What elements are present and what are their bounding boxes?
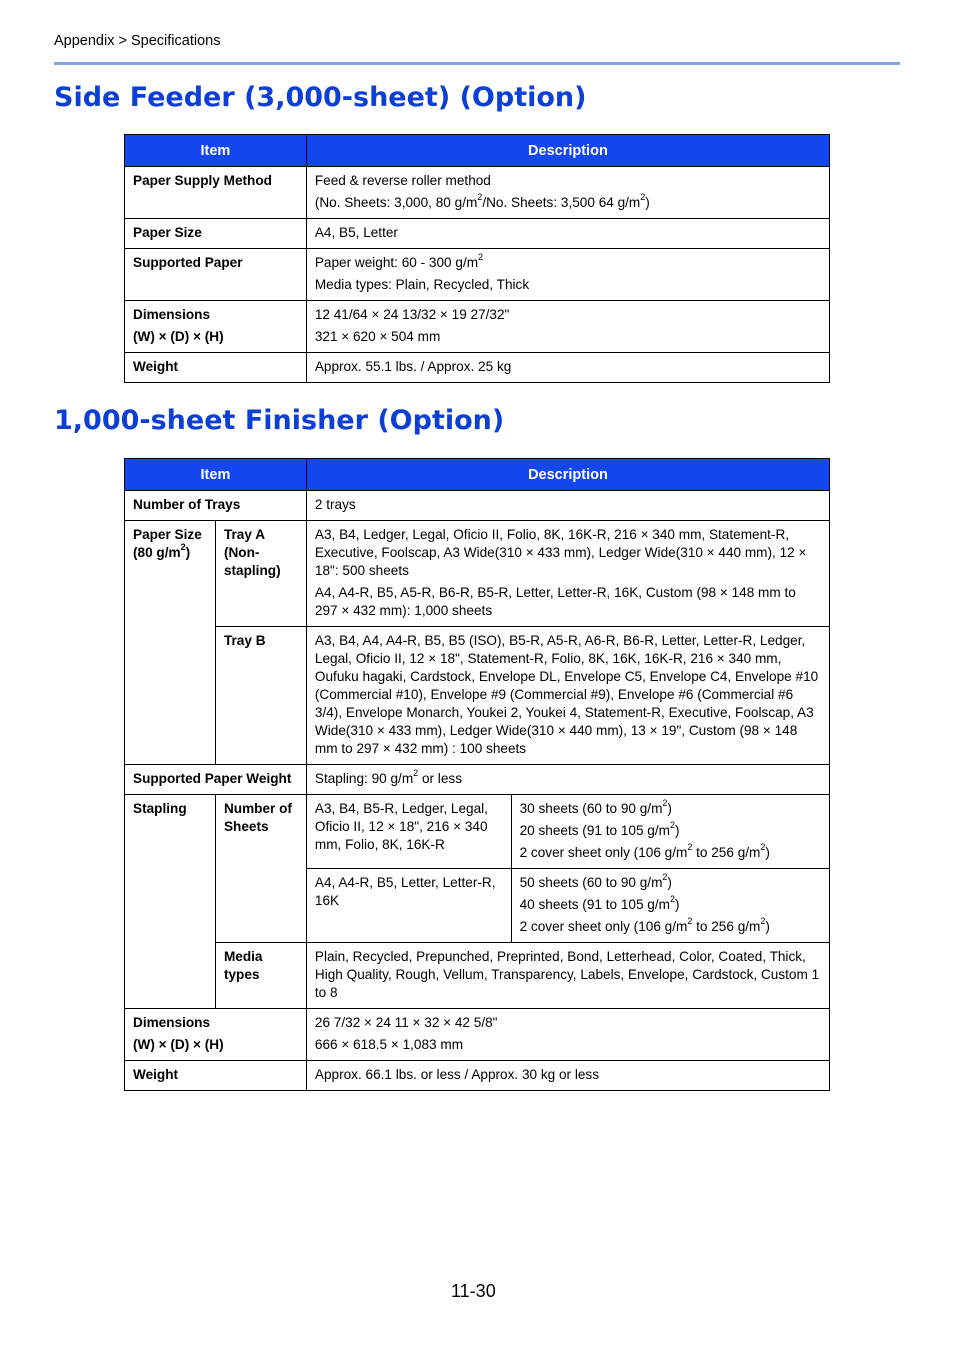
dimensions-axes-label: (W) × (D) × (H) — [133, 1037, 224, 1052]
column-header-item: Item — [125, 459, 307, 491]
superscript: 2 — [669, 820, 675, 831]
capacity-part: ) — [667, 801, 672, 816]
superscript: 2 — [413, 768, 419, 779]
row-value-paper-size: A4, B5, Letter — [306, 219, 829, 249]
superscript: 2 — [760, 842, 766, 853]
row-label-paper-size: Paper Size — [125, 219, 307, 249]
stapling-weight-part: or less — [418, 771, 462, 786]
paper-weight-part: Paper weight: 60 - 300 g/m — [314, 255, 479, 270]
breadcrumb: Appendix > Specifications — [54, 33, 221, 49]
capacity-part: 50 sheets (60 to 90 g/m — [519, 875, 663, 890]
row-label-paper-size — [125, 521, 216, 765]
capacity-line — [520, 896, 821, 914]
table-row — [125, 1061, 830, 1091]
column-header-description: Description — [306, 135, 829, 167]
row-value-paper-supply-method — [306, 167, 829, 219]
row-value-media-types: Plain, Recycled, Prepunched, Preprinted, Bond, Letterhead, Color, Coated, Thick, High Quality, Rough, Vellum, Transparency, Labels, Envelope, Cardstock, Custom 1 to 8 — [306, 943, 829, 1009]
table-row — [125, 521, 830, 627]
capacity-part: 30 sheets (60 to 90 g/m — [519, 801, 663, 816]
superscript: 2 — [760, 916, 766, 927]
superscript: 2 — [478, 252, 484, 263]
section-title-finisher: 1,000-sheet Finisher (Option) — [54, 405, 505, 436]
finisher-spec-table — [124, 458, 830, 1091]
row-label-weight: Weight — [125, 353, 307, 383]
superscript: 2 — [687, 842, 693, 853]
row-label-tray-a: Tray A (Non-stapling) — [215, 521, 306, 627]
media-types-text: Media types: Plain, Recycled, Thick — [314, 277, 530, 292]
table-row — [125, 627, 830, 765]
row-label-tray-b: Tray B — [215, 627, 306, 765]
row-label-supported-paper-weight: Supported Paper Weight — [125, 765, 307, 795]
stapling-group1-sizes: A3, B4, B5-R, Ledger, Legal, Oficio II, 12 × 18", 216 × 340 mm, Folio, 8K, 16K-R — [306, 795, 511, 869]
capacity-line — [520, 918, 821, 936]
row-value-tray-a — [306, 521, 829, 627]
row-label-supported-paper: Supported Paper — [125, 249, 307, 301]
dimensions-label: Dimensions — [133, 1015, 211, 1030]
table-row — [125, 301, 830, 353]
stapling-weight-part: Stapling: 90 g/m — [314, 771, 414, 786]
row-value-supported-paper — [306, 249, 829, 301]
dimensions-mm: 666 × 618.5 × 1,083 mm — [314, 1037, 464, 1052]
dimensions-inches: 26 7/32 × 24 11 × 32 × 42 5/8" — [314, 1015, 498, 1030]
superscript: 2 — [669, 894, 675, 905]
capacity-part: ) — [674, 897, 680, 912]
row-label-weight: Weight — [125, 1061, 307, 1091]
capacity-part: 40 sheets (91 to 105 g/m — [519, 897, 670, 912]
table-row — [125, 943, 830, 1009]
supply-method-text: Feed & reverse roller method — [314, 173, 491, 188]
row-value-supported-paper-weight — [306, 765, 829, 795]
paper-size-weight-part: (80 g/m — [133, 545, 181, 560]
row-label-dimensions — [125, 1009, 307, 1061]
section-title-side-feeder: Side Feeder (3,000-sheet) (Option) — [54, 82, 587, 113]
capacity-part: 2 cover sheet only (106 g/m — [519, 919, 688, 934]
capacity-part: ) — [667, 875, 672, 890]
table-row — [125, 491, 830, 521]
table-row — [125, 219, 830, 249]
stapling-group2-sizes: A4, A4-R, B5, Letter, Letter-R, 16K — [306, 869, 511, 943]
table-header-row — [125, 135, 830, 167]
table-row — [125, 249, 830, 301]
capacity-part: to 256 g/m — [692, 845, 761, 860]
column-header-description: Description — [306, 459, 829, 491]
supply-sheets-part: ) — [645, 195, 650, 210]
page-number: 11-30 — [451, 1281, 496, 1301]
row-value-weight: Approx. 66.1 lbs. or less / Approx. 30 kg or less — [306, 1061, 829, 1091]
table-header-row — [125, 459, 830, 491]
superscript: 2 — [640, 192, 646, 203]
paper-weight-text — [315, 254, 821, 272]
supply-sheets-part: (No. Sheets: 3,000, 80 g/m — [314, 195, 478, 210]
superscript: 2 — [662, 798, 668, 809]
capacity-part: ) — [765, 845, 770, 860]
capacity-part: 2 cover sheet only (106 g/m — [519, 845, 688, 860]
table-row — [125, 765, 830, 795]
paper-size-weight-part: ) — [185, 545, 191, 560]
table-row — [125, 1009, 830, 1061]
superscript: 2 — [662, 872, 668, 883]
supply-sheets-text — [315, 194, 821, 212]
capacity-part: ) — [674, 823, 680, 838]
superscript: 2 — [687, 916, 693, 927]
paper-size-weight-label — [133, 544, 207, 562]
row-value-tray-b: A3, B4, A4, A4-R, B5, B5 (ISO), B5-R, A5-R, A6-R, B6-R, Letter, Letter-R, Ledger, Legal, Oficio II, 12 × 18", Statement-R, Folio, 8K, 16K, 16K-R, 216 × 340 mm, Oufuku hagaki, Cardstock, Envelope DL, Envelope C5, Envelope C4, Envelope #10 (Commercial #10), Envelope #9 (Commercial #9), Envelope #6 (Commercial #6 3/4), Envelope Monarch, Youkei 2, Youkei 4, Statement-R, Executive, Foolscap, A3 Wide(310 × 433 mm), Ledger Wide(310 × 440 mm), 13 × 19", Custom (98 × 148 mm to 297 × 432 mm) : 100 sheets — [306, 627, 829, 765]
table-row — [125, 353, 830, 383]
capacity-line — [520, 874, 821, 892]
table-row — [125, 167, 830, 219]
capacity-part: 20 sheets (91 to 105 g/m — [519, 823, 670, 838]
header-rule — [54, 62, 900, 65]
row-label-paper-supply-method: Paper Supply Method — [125, 167, 307, 219]
capacity-line — [520, 800, 821, 818]
row-label-number-of-sheets: Number of Sheets — [215, 795, 306, 943]
row-value-weight: Approx. 55.1 lbs. / Approx. 25 kg — [306, 353, 829, 383]
paper-size-label: Paper Size — [133, 527, 202, 542]
superscript: 2 — [477, 192, 483, 203]
capacity-line — [520, 822, 821, 840]
superscript: 2 — [180, 542, 186, 553]
row-value-dimensions — [306, 301, 829, 353]
dimensions-label: Dimensions — [133, 307, 211, 322]
supply-sheets-part: /No. Sheets: 3,500 64 g/m — [482, 195, 641, 210]
capacity-part: ) — [765, 919, 770, 934]
dimensions-inches: 12 41/64 × 24 13/32 × 19 27/32" — [314, 307, 510, 322]
stapling-group2-capacity — [511, 869, 829, 943]
row-label-dimensions — [125, 301, 307, 353]
row-label-stapling: Stapling — [125, 795, 216, 1009]
side-feeder-spec-table — [124, 134, 830, 383]
dimensions-axes-label: (W) × (D) × (H) — [133, 329, 224, 344]
row-value-number-of-trays: 2 trays — [306, 491, 829, 521]
table-row — [125, 795, 830, 869]
stapling-group1-capacity — [511, 795, 829, 869]
column-header-item: Item — [125, 135, 307, 167]
dimensions-mm: 321 × 620 × 504 mm — [314, 329, 441, 344]
tray-a-sizes-1000: A4, A4-R, B5, A5-R, B6-R, B5-R, Letter, Letter-R, 16K, Custom (98 × 148 mm to 297 × 432 mm): 1,000 sheets — [314, 585, 796, 618]
capacity-line — [520, 844, 821, 862]
capacity-part: to 256 g/m — [692, 919, 761, 934]
tray-a-sizes-500: A3, B4, Ledger, Legal, Oficio II, Folio, 8K, 16K-R, 216 × 340 mm, Statement-R, Executive, Foolscap, A3 Wide(310 × 433 mm), Ledger Wide(310 × 440 mm), 12 × 18": 500 sheets — [314, 527, 807, 578]
row-label-number-of-trays: Number of Trays — [125, 491, 307, 521]
row-label-media-types: Media types — [215, 943, 306, 1009]
row-value-dimensions — [306, 1009, 829, 1061]
